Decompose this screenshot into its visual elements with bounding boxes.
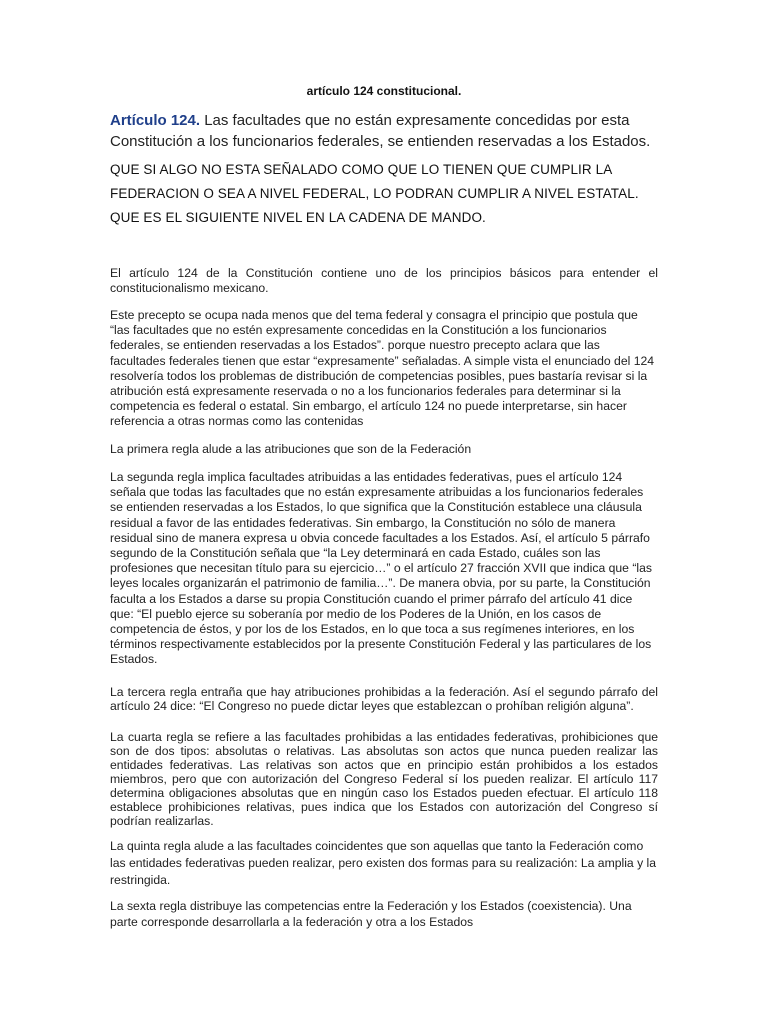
paragraph-cuarta-regla: La cuarta regla se refiere a las facultades prohibidas a las entidades federativas, prohibiciones que son de dos tipos: absolutas o relativas. Las absolutas son actos que nunca pueden realizar las entidades federativas. Las relativas son actos que en principio están prohibidos a los estados miembros, pero que con autorización del Congreso Federal sí los pueden realizar. El artículo 117 determina obligaciones absolutas que en ningún caso los Estados pueden efectuar. El artículo 118 establece prohibiciones relativas, pues indica que los Estados con autorización del Congreso sí podrían realizarlas. bbox=[110, 730, 658, 828]
document-title: artículo 124 constitucional. bbox=[306, 84, 462, 98]
paragraph-quinta-regla: La quinta regla alude a las facultades coincidentes que son aquellas que tanto la Federación como las entidades federativas pueden realizar, pero existen dos formas para su realización: La amplia y la restringida. bbox=[110, 839, 657, 887]
paragraph-precepto: Este precepto se ocupa nada menos que del tema federal y consagra el principio que postula que “las facultades que no estén expresamente concedidas en la Constitución a los funcionarios federales, se entienden reservadas a los Estados”. porque nuestro precepto aclara que las facultades federales tienen que estar “expresamente” señaladas. A simple vista el enunciado del 124 resolvería todos los problemas de distribución de competencias posibles, pues bastaría revisar si la atribución está expresamente reservada o no a los funcionarios federales para determinar si la competencia es federal o estatal. Sin embargo, el artículo 124 no puede interpretarse, sin hacer referencia a otras normas como las contenidas bbox=[110, 308, 655, 429]
paragraph-primera-regla: La primera regla alude a las atribuciones que son de la Federación bbox=[110, 442, 472, 456]
paragraph-intro: El artículo 124 de la Constitución contiene uno de los principios básicos para entender el constitucionalismo mexicano. bbox=[110, 266, 658, 295]
paragraph-segunda-regla: La segunda regla implica facultades atribuidas a las entidades federativas, pues el artículo 124 señala que todas las facultades que no están expresamente atribuidas a los funcionarios federales se entienden reservadas a los Estados, lo que significa que la Constitución establece una cláusula residual a favor de las entidades federativas. Sin embargo, la Constitución no sólo de manera residual sino de manera expresa u obvia concede facultades a los Estados. Así, el artículo 5 párrafo segundo de la Constitución señala que “la Ley determinará en cada Estado, cuáles son las profesiones que necesitan título para su ejercicio…” o el artículo 27 fracción XVII que indica que “las leyes locales organizarán el patrimonio de familia…”. De manera obvia, por su parte, la Constitución faculta a los Estados a darse su propia Constitución cuando el primer párrafo del artículo 41 dice que: “El pueblo ejerce su soberanía por medio de los Poderes de la Unión, en los casos de competencia de éstos, y por los de los Estados, en lo que toca a sus regímenes interiores, en los términos respectivamente establecidos por la presente Constitución Federal y las particulares de los Estados. bbox=[110, 470, 652, 667]
article-124-text bbox=[110, 110, 670, 152]
paragraph-sexta-regla: La sexta regla distribuye las competencias entre la Federación y los Estados (coexistencia). Una parte corresponde desarrollarla a la federación y otra a los Estados bbox=[110, 899, 632, 929]
caps-note: QUE SI ALGO NO ESTA SEÑALADO COMO QUE LO TIENEN QUE CUMPLIR LA FEDERACION O SEA A NIVEL FEDERAL, LO PODRAN CUMPLIR A NIVEL ESTATAL. QUE ES EL SIGUIENTE NIVEL EN LA CADENA DE MANDO. bbox=[110, 162, 639, 225]
article-body: Las facultades que no están expresamente concedidas por esta Constitución a los funcionarios federales, se entienden reservadas a los Estados. bbox=[110, 112, 651, 150]
article-label: Artículo 124. bbox=[110, 112, 201, 129]
paragraph-tercera-regla: La tercera regla entraña que hay atribuciones prohibidas a la federación. Así el segundo párrafo del artículo 24 dice: “El Congreso no puede dictar leyes que establezcan o prohíban religión alguna”. bbox=[110, 685, 658, 713]
